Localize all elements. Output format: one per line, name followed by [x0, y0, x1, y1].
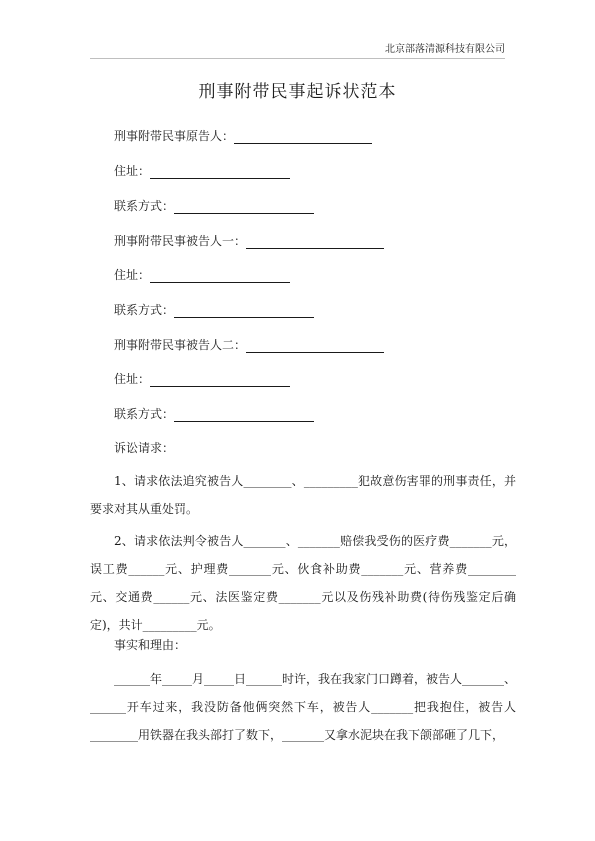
contact-field — [114, 302, 314, 318]
address-field — [114, 267, 290, 283]
claim-2-paragraph: 2、请求依法判令被告人_______、_______赔偿我受伤的医疗费_______元，误工费______元、护理费_______元、伙食补助费_______元、营养费________元、交通费______元、法医鉴定费_______元以及伤残补助费(待伤残鉴定后确定)，共计_________元。 — [90, 534, 516, 632]
field-label: 联系方式： — [114, 199, 175, 213]
document-title: 刑事附带民事起诉状范本 — [198, 82, 397, 102]
field-label: 联系方式： — [114, 303, 175, 317]
header-divider — [90, 58, 505, 59]
field-label: 刑事附带民事被告人二： — [114, 338, 247, 352]
contact-field — [114, 198, 314, 214]
field-label: 联系方式： — [114, 407, 175, 421]
fill-blank[interactable] — [174, 200, 314, 214]
fill-blank[interactable] — [246, 339, 384, 353]
field-label: 刑事附带民事原告人： — [114, 129, 235, 143]
address-field — [114, 371, 290, 387]
defendant2-field — [114, 337, 384, 353]
address-field — [114, 163, 290, 179]
fill-blank[interactable] — [174, 304, 314, 318]
defendant1-field — [114, 233, 384, 249]
claims-heading: 诉讼请求： — [114, 441, 175, 455]
field-label: 刑事附带民事被告人一： — [114, 234, 247, 248]
fill-blank[interactable] — [150, 373, 290, 387]
plaintiff-field — [114, 128, 372, 144]
fill-blank[interactable] — [246, 235, 384, 249]
fill-blank[interactable] — [174, 408, 314, 422]
field-label: 住址： — [114, 372, 151, 386]
field-label: 住址： — [114, 268, 151, 282]
company-name: 北京部落清源科技有限公司 — [385, 44, 505, 55]
facts-heading: 事实和理由： — [114, 638, 187, 652]
contact-field — [114, 406, 314, 422]
fill-blank[interactable] — [150, 269, 290, 283]
fill-blank[interactable] — [150, 165, 290, 179]
claim-1-paragraph: 1、请求依法追究被告人________、_________犯故意伤害罪的刑事责任，并要求对其从重处罚。 — [90, 474, 516, 516]
field-label: 住址： — [114, 164, 151, 178]
fill-blank[interactable] — [234, 130, 372, 144]
facts-paragraph: ______年_____月_____日______时许，我在我家门口蹲着，被告人_______、______开车过来，我没防备他俩突然下车，被告人_______把我抱住，被告人________用铁器在我头部打了数下，_______又拿水泥块在我下颌部砸了几下， — [90, 672, 517, 742]
